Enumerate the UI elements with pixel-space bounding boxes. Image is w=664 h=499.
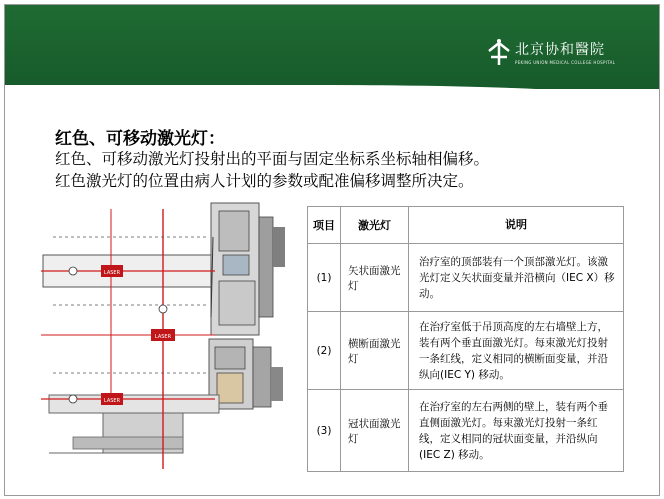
- logo-english-name: PEKING UNION MEDICAL COLLEGE HOSPITAL: [515, 60, 616, 65]
- table-row: [308, 312, 624, 390]
- col-header-desc: 说明: [409, 207, 624, 244]
- logo-chinese-name: 北京协和醫院: [515, 42, 605, 58]
- svg-text:LASER: LASER: [103, 270, 121, 276]
- laser-lamp-icon: [101, 393, 123, 405]
- row-desc: 在治疗室的左右两侧的壁上，装有两个垂直侧面激光灯。每束激光灯投射一条红线，定义相同的冠状面变量，并沿纵向(IEC Z) 移动。: [409, 390, 624, 472]
- table-row: [308, 390, 624, 472]
- body-line-1: 红色、可移动激光灯投射出的平面与固定坐标系坐标轴相偏移。: [55, 150, 490, 168]
- row-lamp: 冠状面激光灯: [341, 390, 409, 472]
- callout-2: [159, 305, 167, 313]
- row-number: (1): [308, 244, 341, 312]
- row-number: (2): [308, 312, 341, 390]
- body-line-2: 红色激光灯的位置由病人计划的参数或配准偏移调整所决定。: [55, 172, 474, 190]
- slide: [4, 4, 660, 496]
- hospital-logo: [485, 35, 655, 75]
- col-header-lamp: 激光灯: [341, 207, 409, 244]
- col-header-item: 项目: [308, 207, 341, 244]
- callout-3: [69, 395, 77, 403]
- svg-text:LASER: LASER: [154, 334, 172, 340]
- laser-lamp-icon: [151, 329, 175, 341]
- svg-text:LASER: LASER: [103, 398, 121, 404]
- callout-1: [69, 267, 77, 275]
- row-lamp: 横断面激光灯: [341, 312, 409, 390]
- hospital-emblem-icon: [485, 37, 513, 67]
- row-desc: 在治疗室低于吊顶高度的左右墙壁上方，装有两个垂直面激光灯。每束激光灯投射一条红线，定义相同的横断面变量，并沿纵向(IEC Y) 移动。: [409, 312, 624, 390]
- row-desc: 治疗室的顶部装有一个顶部激光灯。该激光灯定义矢状面变量并沿横向（IEC X）移动。: [409, 244, 624, 312]
- gantry-top: [211, 203, 285, 335]
- slide-heading: 红色、可移动激光灯：: [55, 129, 225, 149]
- gantry-bottom: [209, 339, 283, 409]
- laser-lamp-icon: [101, 265, 123, 277]
- row-number: (3): [308, 390, 341, 472]
- laser-diagram: [33, 197, 295, 479]
- laser-table: [307, 206, 624, 472]
- table-header-row: [308, 207, 624, 244]
- row-lamp: 矢状面激光灯: [341, 244, 409, 312]
- treatment-couch: [49, 395, 219, 453]
- table-row: [308, 244, 624, 312]
